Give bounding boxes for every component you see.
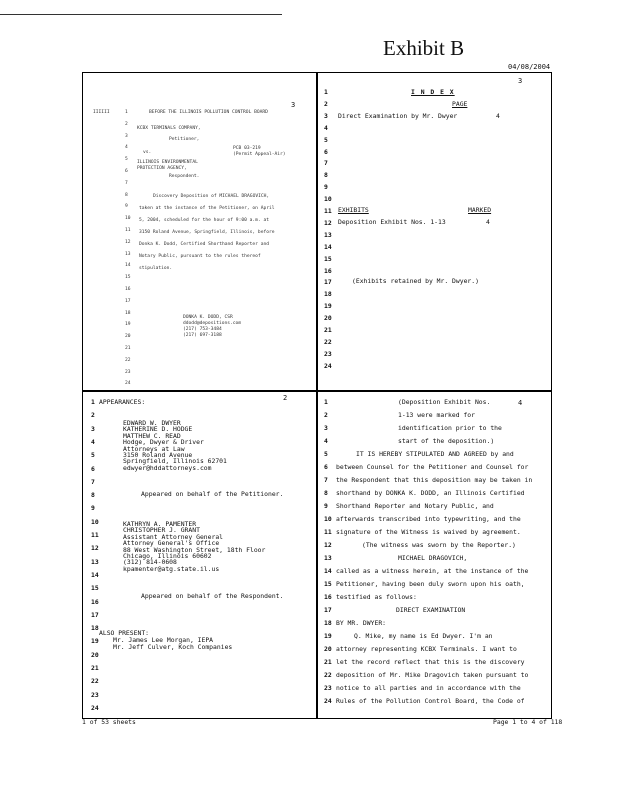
line-number: 15 — [91, 584, 99, 593]
line-number: 10 — [91, 517, 99, 526]
role-1: Petitioner, — [169, 137, 200, 142]
counsel-line: Hodge, Dwyer & Driver — [123, 438, 204, 447]
testimony-line: IT IS HEREBY STIPULATED AND AGREED by and — [356, 450, 514, 458]
line-number: 18 — [324, 619, 332, 627]
line-number: 1 — [324, 88, 328, 96]
page-number: 3 — [291, 101, 296, 109]
testimony-line: Q. Mike, my name is Ed Dwyer. I'm an — [354, 632, 493, 640]
body-line: Notary Public, pursuant to the rules thereof — [139, 254, 261, 259]
transcript-frame — [82, 72, 552, 719]
line-number: 9 — [324, 502, 328, 510]
line-number: 11 — [324, 207, 332, 215]
testimony-line: shorthand by DONKA K. DODD, an Illinois Certified — [336, 489, 525, 497]
page-4-testimony — [318, 392, 551, 718]
testimony-line: Rules of the Pollution Control Board, the Code of — [336, 697, 525, 705]
line-number: 20 — [125, 334, 131, 340]
line-number: 3 — [91, 424, 95, 433]
line-number: 4 — [324, 437, 328, 445]
line-number: 5 — [324, 135, 328, 144]
line-number: 6 — [324, 147, 328, 156]
testimony-line: MICHAEL DRAGOVICH, — [398, 554, 468, 562]
line-number: 21 — [91, 664, 99, 672]
appeared-respondent: Appeared on behalf of the Respondent. — [141, 592, 284, 600]
case-number: PCB 03-219 — [233, 146, 261, 151]
testimony-line: afterwards transcribed into typewriting, and the — [336, 515, 521, 523]
present-line: Mr. Jeff Culver, Koch Companies — [113, 643, 233, 651]
line-number: 16 — [125, 287, 131, 292]
appearances-heading: APPEARANCES: — [99, 398, 146, 406]
reporter-line: (217) 697-3188 — [183, 333, 222, 338]
line-number: 24 — [125, 381, 131, 387]
line-number: 17 — [125, 298, 131, 304]
appeared-petitioner: Appeared on behalf of the Petitioner. — [141, 490, 284, 498]
page-2-appearances — [83, 392, 316, 718]
line-number: 4 — [324, 123, 328, 132]
line-number: 3 — [324, 424, 328, 432]
line-number: 20 — [91, 650, 99, 659]
line-number: 8 — [125, 192, 128, 198]
role-2: Respondent. — [169, 174, 200, 179]
page-number: 4 — [518, 399, 523, 407]
line-number: 9 — [324, 183, 328, 192]
testimony-line: DIRECT EXAMINATION — [396, 606, 466, 614]
line-number: 4 — [125, 145, 128, 151]
counsel-line: KATHERINE D. HODGE — [123, 425, 193, 434]
line-number: 19 — [125, 322, 131, 328]
top-rule — [0, 14, 282, 15]
left-label: IIIIII — [93, 110, 110, 115]
line-number: 18 — [125, 310, 131, 316]
line-number: 17 — [91, 610, 99, 619]
line-number: 24 — [324, 697, 332, 705]
line-number: 5 — [91, 451, 95, 460]
page-3-index — [318, 73, 551, 390]
line-number: 23 — [91, 690, 99, 699]
line-number: 7 — [91, 477, 95, 486]
testimony-line: testified as follows: — [336, 593, 417, 601]
counsel-line: kpamenter@atg.state.il.us — [123, 564, 220, 573]
line-number: 11 — [125, 228, 131, 233]
direct-examination: Direct Examination by Mr. Dwyer — [338, 112, 458, 120]
line-number: 22 — [91, 677, 99, 686]
line-number: 23 — [324, 349, 332, 358]
testimony-line: notice to all parties and in accordance with the — [336, 684, 521, 692]
line-number: 2 — [125, 121, 128, 127]
body-line: Discovery Deposition of MICHAEL DRAGOVICH, — [153, 194, 270, 199]
line-number: 1 — [125, 110, 128, 115]
line-number: 2 — [324, 99, 328, 108]
line-number: 17 — [324, 278, 332, 287]
testimony-line: (The witness was sworn by the Reporter.) — [362, 541, 516, 549]
testimony-line: attorney representing KCBX Terminals. I want to — [336, 645, 517, 653]
page-date: 04/08/2004 — [508, 63, 551, 71]
line-number: 8 — [91, 491, 95, 500]
testimony-line: identification prior to the — [398, 424, 502, 432]
line-number: 12 — [324, 218, 332, 227]
testimony-line: (Deposition Exhibit Nos. — [398, 398, 491, 406]
line-number: 10 — [324, 195, 332, 204]
line-number: 18 — [91, 624, 99, 633]
page-1-cover — [83, 73, 316, 390]
line-number: 14 — [91, 570, 99, 579]
line-number: 15 — [125, 275, 131, 281]
line-number: 21 — [125, 346, 131, 351]
case-type: (Permit Appeal-Air) — [233, 152, 286, 157]
line-number: 13 — [91, 557, 99, 566]
counsel-line: KATHRYN A. PAMENTER — [123, 520, 197, 528]
line-number: 3 — [125, 133, 128, 139]
party-1: KCBX TERMINALS COMPANY, — [137, 126, 201, 131]
testimony-line: deposition of Mr. Mike Dragovich taken pursuant to — [336, 671, 529, 679]
line-number: 12 — [324, 541, 332, 549]
line-number: 8 — [324, 171, 328, 180]
line-number: 3 — [324, 111, 328, 120]
exhibits-retained: (Exhibits retained by Mr. Dwyer.) — [352, 277, 479, 285]
counsel-line: CHRISTOPHER J. GRANT — [123, 526, 200, 535]
line-number: 15 — [324, 580, 332, 588]
line-number: 16 — [324, 593, 332, 601]
line-number: 22 — [324, 671, 332, 679]
line-number: 19 — [91, 637, 99, 646]
line-number: 11 — [324, 528, 332, 536]
also-present-heading: ALSO PRESENT: — [99, 629, 150, 637]
line-number: 20 — [324, 645, 332, 653]
counsel-line: 88 West Washington Street, 18th Floor — [123, 545, 266, 554]
reporter-line: ddodd@depositions.com — [183, 321, 242, 326]
line-number: 23 — [125, 369, 131, 375]
reporter-line: DONKA K. DODD, CSR — [183, 315, 233, 320]
line-number: 14 — [125, 263, 131, 269]
counsel-line: edwyer@hddattorneys.com — [123, 463, 212, 472]
deposition-exhibit-page: 4 — [486, 218, 490, 226]
line-number: 17 — [324, 606, 332, 614]
testimony-line: BY MR. DWYER: — [336, 619, 387, 627]
body-line: taken at the instance of the Petitioner, on April — [139, 206, 275, 211]
exhibits-label: EXHIBITS — [338, 206, 369, 214]
line-number: 2 — [324, 411, 328, 419]
page-number: 2 — [283, 394, 288, 402]
body-line: stipulation. — [139, 266, 173, 271]
present-line: Mr. James Lee Morgan, IEPA — [113, 636, 214, 644]
line-number: 13 — [125, 251, 131, 257]
page-number: 3 — [518, 77, 523, 85]
counsel-line: Attorneys at Law — [123, 444, 185, 453]
line-number: 24 — [91, 703, 99, 712]
footer-sheets: 1 of 53 sheets — [82, 718, 136, 726]
line-number: 6 — [324, 463, 328, 471]
counsel-line: Attorney General's Office — [123, 539, 220, 548]
line-number: 13 — [324, 230, 332, 239]
direct-exam-page: 4 — [496, 112, 500, 120]
line-number: 10 — [324, 515, 332, 523]
line-number: 13 — [324, 554, 332, 562]
line-number: 5 — [125, 157, 128, 163]
line-number: 22 — [125, 357, 131, 363]
testimony-line: 1-13 were marked for — [398, 411, 475, 419]
index-title: I N D E X — [411, 88, 455, 96]
line-number: 7 — [324, 476, 328, 484]
line-number: 2 — [91, 411, 95, 420]
counsel-line: Chicago, Illinois 60602 — [123, 552, 212, 560]
marked-label: MARKED — [468, 206, 492, 214]
line-number: 14 — [324, 242, 332, 251]
testimony-line: start of the deposition.) — [398, 437, 495, 445]
line-number: 6 — [125, 169, 128, 174]
testimony-line: Shorthand Reporter and Notary Public, and — [336, 502, 494, 510]
reporter-line: (217) 753-3484 — [183, 327, 222, 332]
testimony-line: Petitioner, having been duly sworn upon his oath, — [336, 580, 525, 588]
exhibit-title: Exhibit B — [383, 36, 465, 60]
vs: vs. — [143, 150, 152, 155]
body-line: 5, 2004, scheduled for the hour of 9:00 a.m. at — [139, 218, 269, 223]
line-number: 15 — [324, 254, 332, 263]
testimony-line: between Counsel for the Petitioner and Counsel for — [336, 463, 529, 471]
body-line: 3150 Roland Avenue, Springfield, Illinois, before — [139, 230, 275, 235]
body-line: Donka K. Dodd, Certified Shorthand Reporter and — [139, 242, 269, 247]
line-number: 12 — [91, 544, 99, 553]
line-number: 23 — [324, 684, 332, 692]
line-number: 7 — [324, 159, 328, 168]
line-number: 24 — [324, 361, 332, 370]
footer-pages: Page 1 to 4 of 118 — [493, 718, 563, 726]
line-number: 9 — [125, 204, 128, 210]
testimony-line: the Respondent that this deposition may be taken in — [336, 476, 533, 484]
counsel-line: 3150 Roland Avenue — [123, 451, 193, 459]
line-number: 22 — [324, 337, 332, 346]
line-number: 19 — [324, 302, 332, 311]
party-2b: PROTECTION AGENCY, — [137, 166, 187, 171]
line-number: 11 — [91, 531, 99, 539]
deposition-exhibit: Deposition Exhibit Nos. 1-13 — [338, 218, 446, 226]
caption: BEFORE THE ILLINOIS POLLUTION CONTROL BOARD — [149, 110, 268, 115]
counsel-line: EDWARD W. DWYER — [123, 419, 181, 427]
line-number: 21 — [324, 326, 332, 334]
counsel-line: (312) 814-0608 — [123, 558, 177, 567]
line-number: 16 — [324, 266, 332, 275]
counsel-line: Assistant Attorney General — [123, 532, 224, 541]
line-number: 16 — [91, 597, 99, 606]
testimony-line: signature of the Witness is waived by agreement. — [336, 528, 521, 536]
line-number: 7 — [125, 180, 128, 186]
line-number: 18 — [324, 290, 332, 299]
line-number: 5 — [324, 450, 328, 458]
line-number: 1 — [324, 398, 328, 406]
party-2a: ILLINOIS ENVIRONMENTAL — [137, 160, 198, 165]
counsel-line: MATTHEW C. READ — [123, 431, 181, 440]
testimony-line: let the record reflect that this is the discovery — [336, 658, 525, 666]
line-number: 10 — [125, 216, 131, 222]
line-number: 1 — [91, 398, 95, 406]
line-number: 4 — [91, 437, 95, 446]
counsel-line: Springfield, Illinois 62701 — [123, 457, 227, 466]
page-label: PAGE — [452, 100, 468, 108]
line-number: 6 — [91, 464, 95, 473]
line-number: 9 — [91, 504, 95, 513]
line-number: 8 — [324, 489, 328, 497]
line-number: 20 — [324, 314, 332, 323]
line-number: 12 — [125, 239, 131, 245]
testimony-line: called as a witness herein, at the instance of the — [336, 567, 529, 575]
line-number: 21 — [324, 658, 332, 666]
line-number: 14 — [324, 567, 332, 575]
line-number: 19 — [324, 632, 332, 640]
